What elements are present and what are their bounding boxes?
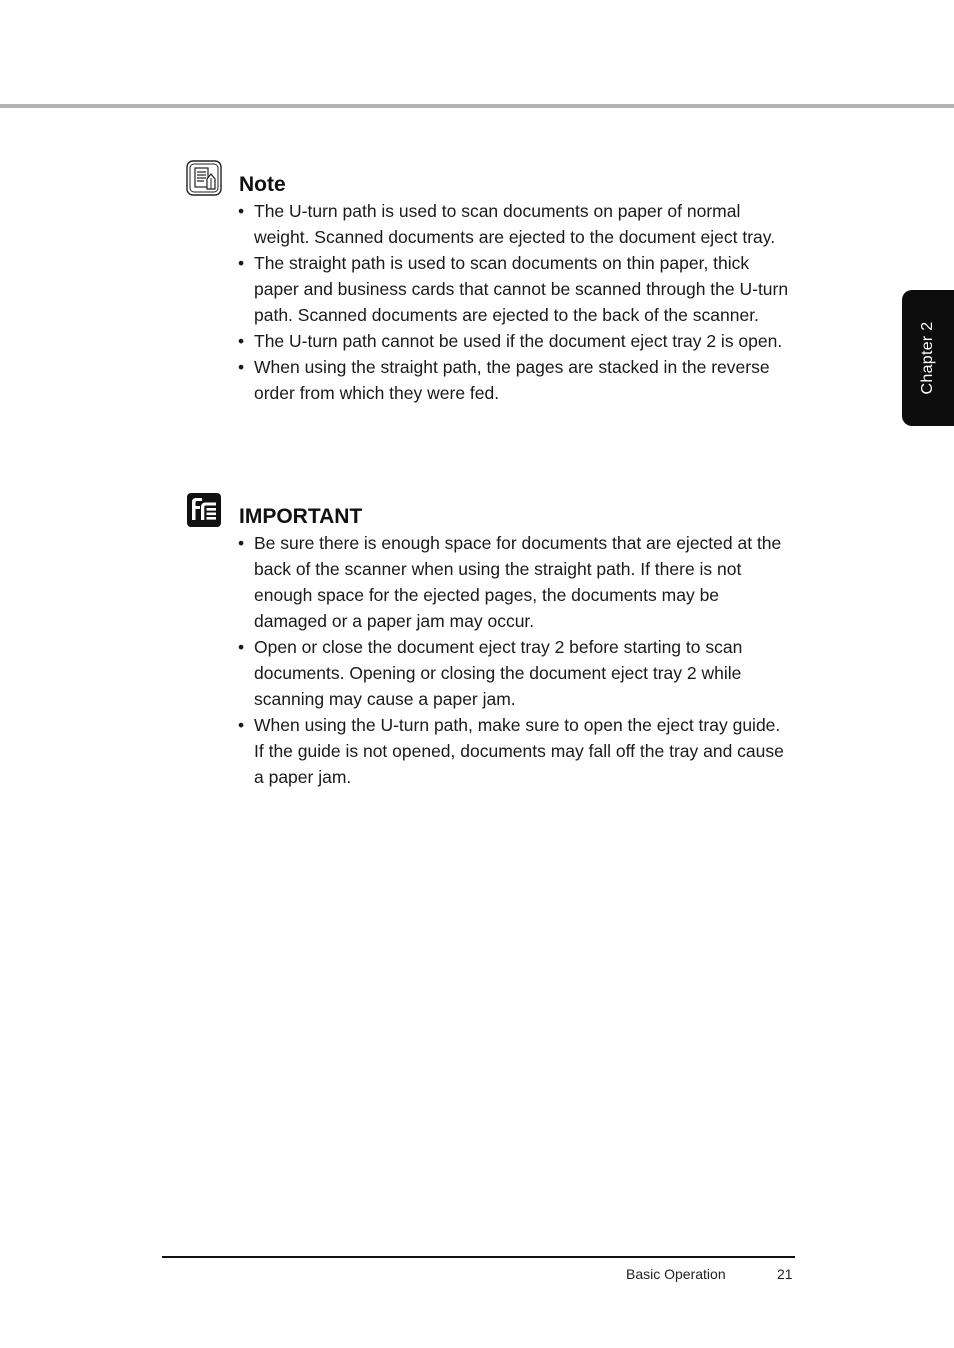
note-icon [186, 160, 222, 196]
list-item-text: When using the straight path, the pages are stacked in the reverse order from which they were fed. [254, 357, 770, 403]
list-item [238, 250, 794, 328]
bullet: • [238, 715, 245, 735]
list-item [238, 328, 794, 354]
header-rule [0, 104, 954, 108]
important-icon [186, 492, 222, 528]
list-item [238, 712, 794, 790]
bullet: • [238, 201, 245, 221]
list-item [238, 198, 794, 250]
list-item-text: When using the U-turn path, make sure to open the eject tray guide. If the guide is not opened, documents may fall off the tray and cause a paper jam. [254, 715, 784, 787]
list-item-text: The U-turn path cannot be used if the document eject tray 2 is open. [254, 331, 783, 351]
list-item [238, 530, 794, 634]
bullet: • [238, 331, 245, 351]
list-item-text: Open or close the document eject tray 2 before starting to scan documents. Opening or closing the document eject tray 2 while scanning may cause a paper jam. [254, 637, 743, 709]
list-item-text: The straight path is used to scan documents on thin paper, thick paper and business cards that cannot be scanned through the U-turn path. Scanned documents are ejected to the back of the scanner. [254, 253, 789, 325]
list-item-text: The U-turn path is used to scan documents on paper of normal weight. Scanned documents are ejected to the document eject tray. [254, 201, 776, 247]
chapter-tab-label: Chapter 2 [919, 321, 936, 395]
bullet: • [238, 357, 245, 377]
list-item [238, 354, 794, 406]
note-list [238, 198, 794, 406]
important-list [238, 530, 794, 790]
note-heading: Note [239, 173, 286, 196]
list-item [238, 634, 794, 712]
bullet: • [238, 253, 245, 273]
bullet: • [238, 637, 245, 657]
list-item-text: Be sure there is enough space for documents that are ejected at the back of the scanner when using the straight path. If there is not enough space for the ejected pages, the documents may be damaged or a paper jam may occur. [254, 533, 782, 631]
footer-rule [162, 1256, 795, 1258]
chapter-tab [902, 290, 954, 426]
footer-section-title: Basic Operation [626, 1266, 726, 1282]
important-heading: IMPORTANT [239, 505, 363, 528]
bullet: • [238, 533, 245, 553]
page-number: 21 [777, 1266, 793, 1282]
